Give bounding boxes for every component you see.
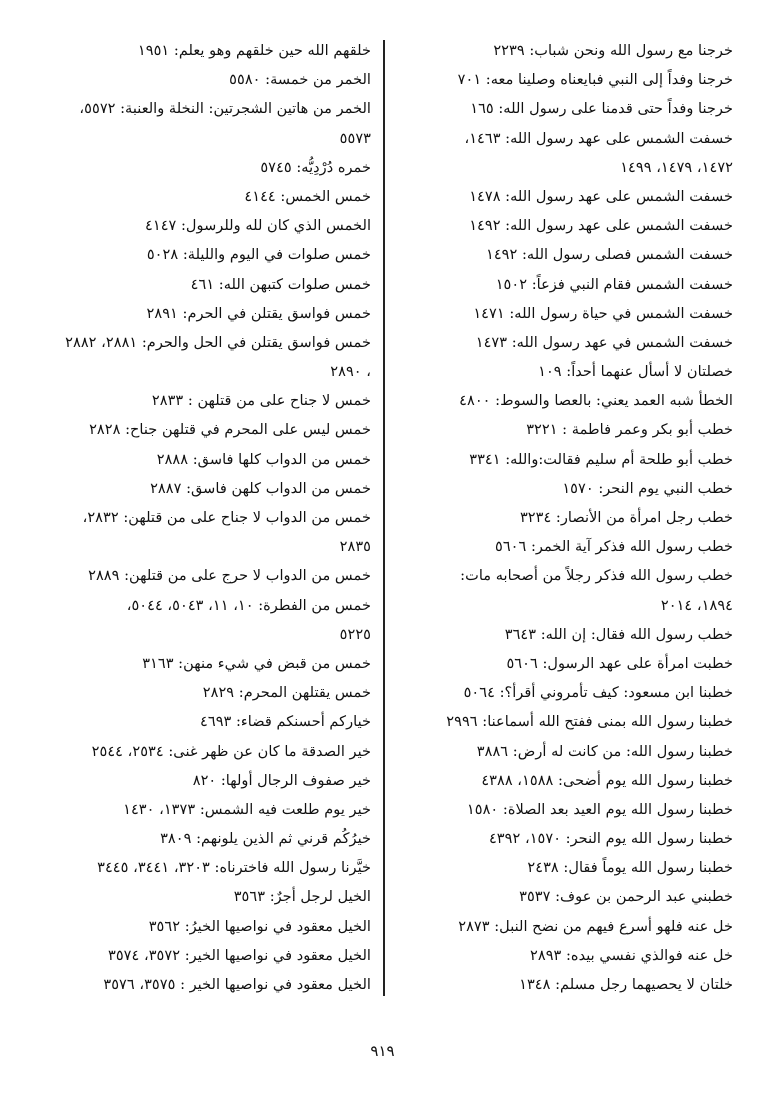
index-entry: خسفت الشمس على عهد رسول الله: ١٤٦٣، <box>464 129 733 147</box>
index-entry: خير يوم طلعت فيه الشمس: ١٣٧٣، ١٤٣٠ <box>123 800 371 818</box>
index-entry: خطب أبو طلحة أم سليم فقالت:والله: ٣٣٤١ <box>469 450 733 468</box>
index-entry: خياركم أحسنكم قضاء: ٤٦٩٣ <box>200 713 371 731</box>
index-entry: خطبنا رسول الله: من كانت له أرض: ٣٨٨٦ <box>476 742 733 760</box>
index-entry: خطب أبو بكر وعمر فاطمة : ٣٢٢١ <box>526 421 733 439</box>
index-entry: ، ٢٨٩٠ <box>330 363 371 381</box>
index-entry: ١٤٧٢، ١٤٧٩، ١٤٩٩ <box>620 158 733 176</box>
index-entry: خطب رسول الله فذكر آية الخمر: ٥٦٠٦ <box>495 538 733 556</box>
index-entry: خمس صلوات كتبهن الله: ٤٦١ <box>190 275 371 293</box>
index-entry: الخمر من هاتين الشجرتين: النخلة والعنبة: ٥٥٧٢، <box>79 100 371 118</box>
index-entry: خمره دُرْدِيُّه: ٥٧٤٥ <box>260 158 371 176</box>
index-entry: ٢٨٣٥ <box>339 538 371 556</box>
index-entry: خطب رسول الله فذكر رجلاً من أصحابه مات: <box>460 567 733 585</box>
index-entry: خسفت الشمس في عهد رسول الله: ١٤٧٣ <box>475 333 733 351</box>
index-entry: خسفت الشمس في حياة رسول الله: ١٤٧١ <box>473 304 733 322</box>
index-entry: الخمر من خمسة: ٥٥٨٠ <box>229 71 371 89</box>
index-entry: خمس من الدواب كلهن فاسق: ٢٨٨٧ <box>150 479 371 497</box>
index-column-right <box>393 36 733 999</box>
index-entry: خمس من الدواب لا جناح على من قتلهن: ٢٨٣٢، <box>82 509 371 526</box>
index-entry: خمس من الفطرة: ١٠، ١١، ٥٠٤٣، ٥٠٤٤، <box>126 596 371 614</box>
index-entry: خطبت امرأة على عهد الرسول: ٥٦٠٦ <box>506 654 733 672</box>
index-entry: خطبني عبد الرحمن بن عوف: ٣٥٣٧ <box>519 888 733 906</box>
index-entry: خمس فواسق يقتلن في الحل والحرم: ٢٨٨١، ٢٨٨٢ <box>65 333 371 351</box>
index-entry: خمس صلوات في اليوم والليلة: ٥٠٢٨ <box>146 246 371 264</box>
index-entry: الخيل معقود في نواصيها الخيرُ: ٣٥٦٢ <box>148 917 371 935</box>
index-entry: خطب النبي يوم النحر: ١٥٧٠ <box>562 479 733 497</box>
index-entry: ٥٢٢٥ <box>339 625 371 643</box>
index-entry: خلقهم الله حين خلقهم وهو يعلم: ١٩٥١ <box>137 42 371 59</box>
index-entry: خرجنا وفداً حتى قدمنا على رسول الله: ١٦٥ <box>470 100 733 118</box>
index-entry: خير الصدقة ما كان عن ظهر غنى: ٢٥٣٤، ٢٥٤٤ <box>91 742 371 760</box>
index-entry: خطبنا رسول الله يوم النحر: ١٥٧٠، ٤٣٩٢ <box>488 830 733 848</box>
index-entry: خمس ليس على المحرم في قتلهن جناح: ٢٨٢٨ <box>89 421 371 439</box>
index-entry: خطبنا رسول الله يوماً فقال: ٢٤٣٨ <box>527 859 733 877</box>
index-entry: خطب رجل امرأة من الأنصار: ٣٢٣٤ <box>519 509 733 526</box>
index-entry: الخطأ شبه العمد يعني: بالعصا والسوط: ٤٨٠٠ <box>459 392 733 410</box>
index-entry: خمس فواسق يقتلن في الحرم: ٢٨٩١ <box>146 304 371 322</box>
index-entry: خسفت الشمس فقام النبي فزعاً: ١٥٠٢ <box>495 275 733 293</box>
index-entry: خمس يقتلهن المحرم: ٢٨٢٩ <box>202 684 371 702</box>
index-entry: الخمس الذي كان لله وللرسول: ٤١٤٧ <box>145 217 371 235</box>
page-number: ٩١٩ <box>370 1042 395 1060</box>
index-entry: خمس من الدواب لا حرج على من قتلهن: ٢٨٨٩ <box>88 567 371 585</box>
index-entry: خسفت الشمس فصلى رسول الله: ١٤٩٢ <box>486 246 733 264</box>
index-entry: خرجنا مع رسول الله ونحن شباب: ٢٢٣٩ <box>493 42 733 59</box>
index-entry: خرجنا وفداً إلى النبي فبايعناه وصلينا معه: ٧٠١ <box>457 71 733 89</box>
index-entry: خطب رسول الله فقال: إن الله: ٣٦٤٣ <box>504 625 733 643</box>
index-entry: خطبنا رسول الله بمنى ففتح الله أسماعنا: ٢٩٩٦ <box>446 713 733 731</box>
index-entry: خطبنا ابن مسعود: كيف تأمروني أقرأ؟: ٥٠٦٤ <box>463 684 733 702</box>
index-entry: خمس من قبض في شيء منهن: ٣١٦٣ <box>142 654 371 672</box>
index-entry: خيرُكُم قرني ثم الذين يلونهم: ٣٨٠٩ <box>160 830 371 848</box>
index-entry: خل عنه فوالذي نفسي بيده: ٢٨٩٣ <box>530 946 733 964</box>
index-entry: ١٨٩٤، ٢٠١٤ <box>660 596 733 614</box>
index-entry: خمس لا جناح على من قتلهن : ٢٨٣٣ <box>151 392 371 410</box>
index-entry: خطبنا رسول الله يوم العيد بعد الصلاة: ١٥٨٠ <box>466 800 733 818</box>
index-entry: خسفت الشمس على عهد رسول الله: ١٤٧٨ <box>469 187 733 205</box>
index-entry: خسفت الشمس على عهد رسول الله: ١٤٩٢ <box>469 217 733 235</box>
index-entry: خمس الخمس: ٤١٤٤ <box>244 187 371 205</box>
column-divider <box>383 40 385 996</box>
index-entry: الخيل لرجل أجرٌ: ٣٥٦٣ <box>233 888 371 906</box>
index-entry: خل عنه فلهو أسرع فيهم من نضح النبل: ٢٨٧٣ <box>458 917 733 935</box>
index-column-left <box>26 36 371 999</box>
index-entry: خطبنا رسول الله يوم أضحى: ١٥٨٨، ٤٣٨٨ <box>481 771 733 789</box>
index-entry: الخيل معقود في نواصيها الخير: ٣٥٧٢، ٣٥٧٤ <box>108 946 371 964</box>
index-entry: خيَّرنا رسول الله فاخترناه: ٣٢٠٣، ٣٤٤١، ٣٤٤٥ <box>97 859 371 877</box>
index-entry: خمس من الدواب كلها فاسق: ٢٨٨٨ <box>156 450 371 468</box>
index-entry: خير صفوف الرجال أولها: ٨٢٠ <box>192 771 371 789</box>
index-entry: خصلتان لا أسأل عنهما أحداً: ١٠٩ <box>538 363 733 381</box>
index-entry: خلتان لا يحصيهما رجل مسلم: ١٣٤٨ <box>519 976 733 993</box>
index-entry: الخيل معقود في نواصيها الخير : ٣٥٧٥، ٣٥٧٦ <box>103 976 371 993</box>
index-entry: ٥٥٧٣ <box>339 129 371 147</box>
